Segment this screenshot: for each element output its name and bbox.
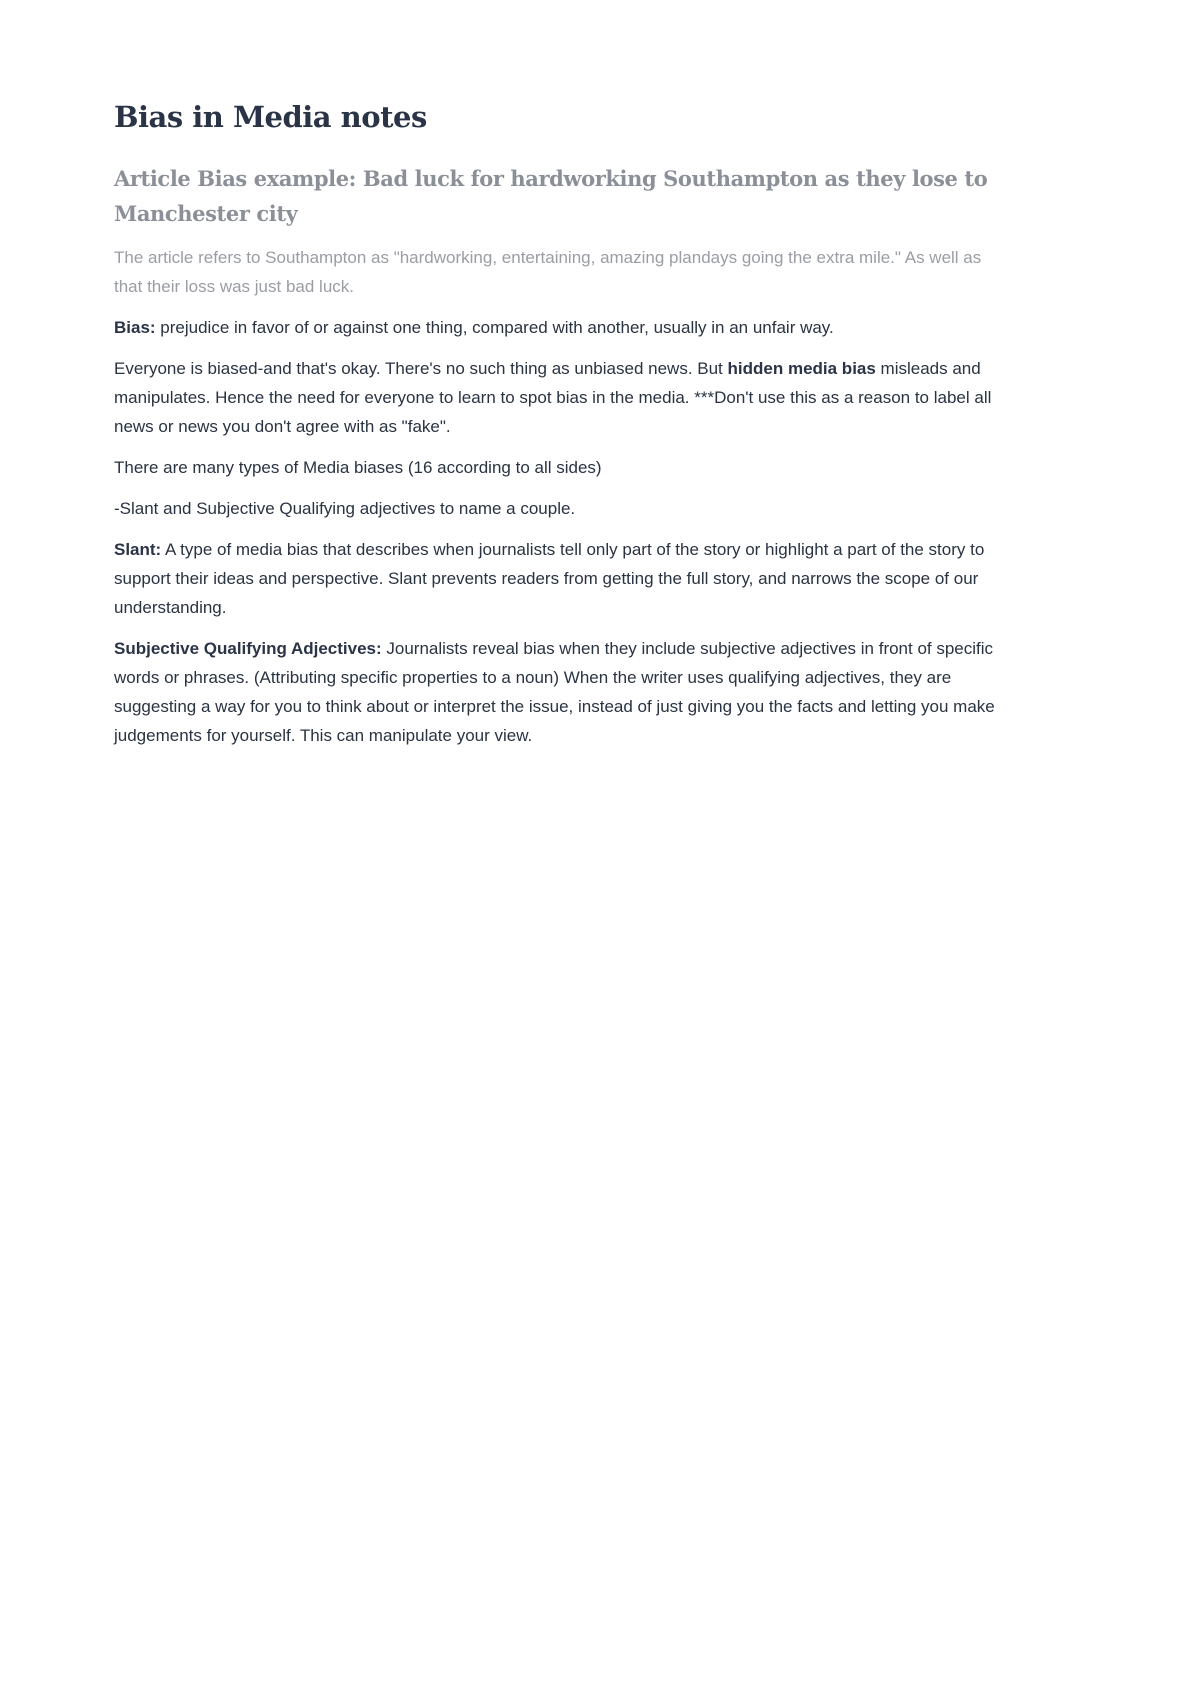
couple-paragraph: -Slant and Subjective Qualifying adjectives to name a couple.: [114, 498, 576, 518]
sqa-paragraph: [114, 634, 1014, 750]
page-title: Bias in Media notes: [114, 100, 427, 134]
everyone-biased-paragraph: [114, 354, 1014, 441]
bias-definition: prejudice in favor of or against one thing, compared with another, usually in an unfair way.: [155, 317, 834, 337]
sqa-term: Subjective Qualifying Adjectives:: [114, 638, 382, 658]
sqa-definition: Journalists reveal bias when they include subjective adjectives in front of specific words or phrases. (Attributing specific properties to a noun) When the writer uses qualifying adjectives, they are suggesting a way for you to think about or interpret the issue, instead of just giving you the facts and letting you make judgements for yourself. This can manipulate your view.: [114, 638, 995, 745]
slant-paragraph: [114, 535, 1014, 622]
hidden-media-bias-term: hidden media bias: [727, 358, 876, 378]
slant-term: Slant:: [114, 539, 162, 559]
article-heading: Article Bias example: Bad luck for hardworking Southampton as they lose to Manchester city: [114, 165, 988, 226]
everyone-text-part2: misleads and manipulates. Hence the need for everyone to learn to spot bias in the media. ***Don't use this as a reason to label all news or news you don't agree with as "fake".: [114, 358, 992, 436]
article-note: The article refers to Southampton as "hardworking, entertaining, amazing plandays going the extra mile." As well as that their loss was just bad luck.: [114, 247, 982, 296]
bias-term: Bias:: [114, 317, 156, 337]
types-paragraph: There are many types of Media biases (16 according to all sides): [114, 457, 602, 477]
slant-definition: A type of media bias that describes when journalists tell only part of the story or highlight a part of the story to support their ideas and perspective. Slant prevents readers from getting the full story, and narrows the scope of our understanding.: [114, 539, 985, 617]
everyone-text-part1: Everyone is biased-and that's okay. There's no such thing as unbiased news. But: [114, 358, 728, 378]
document-page: [114, 100, 1014, 762]
bias-definition-paragraph: [114, 313, 1014, 342]
